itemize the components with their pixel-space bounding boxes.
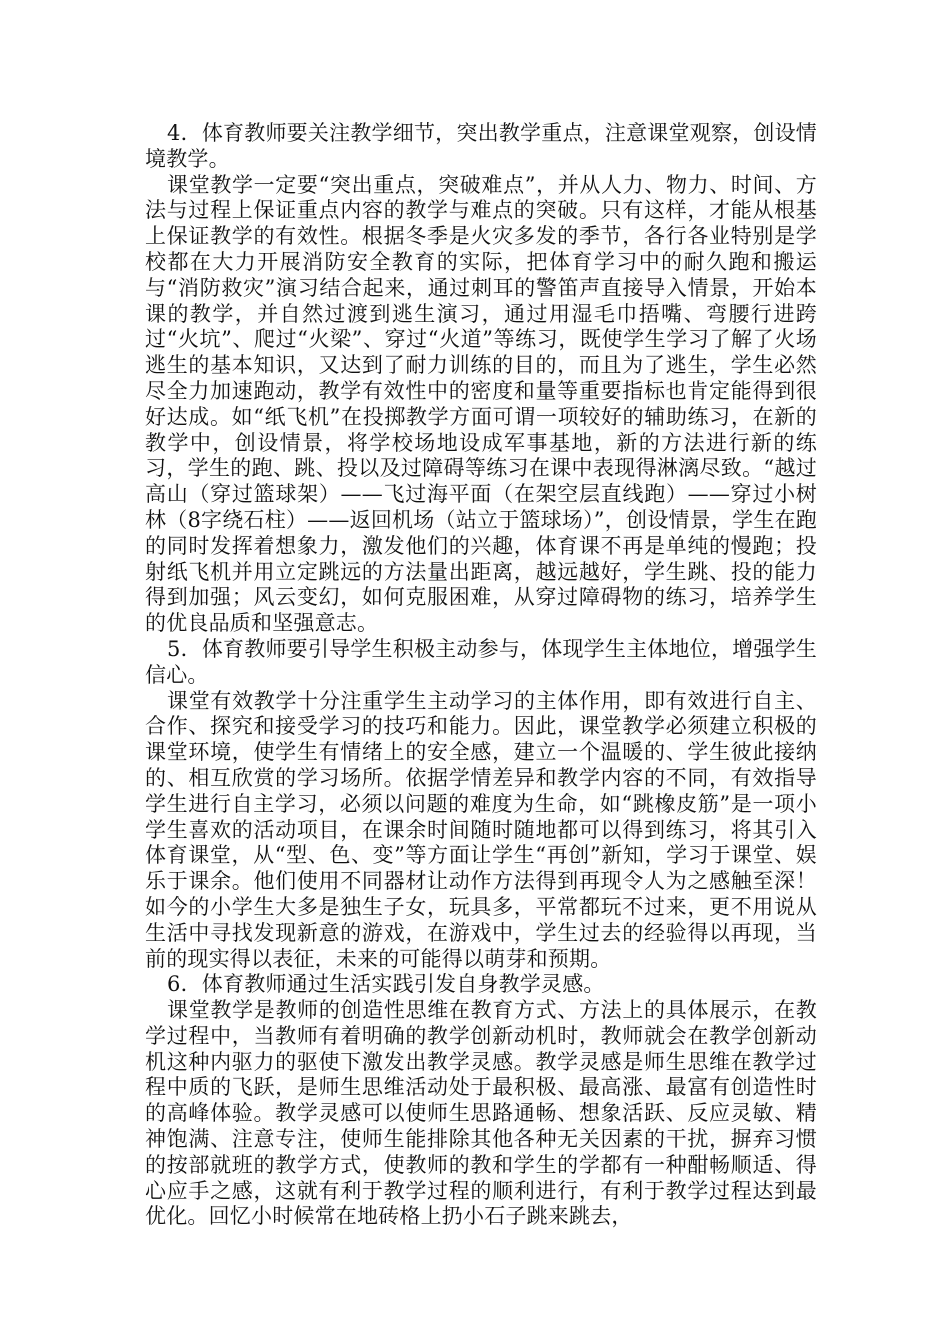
body-paragraph: 课堂教学是教师的创造性思维在教育方式、方法上的具体展示，在教学过程中，当教师有着明确的教学创新动机时，教师就会在教学创新动机这种内驱力的驱使下激发出教学灵感。教学灵感是师生思维在教学过程中质的飞跃，是师生思维活动处于最积极、最高涨、最富有创造性时的高峰体验。教学灵感可以使师生思路通畅、想象活跃、反应灵敏、精神饱满、注意专注，使师生能排除其他各种无关因素的干扰，摒弃习惯的按部就班的教学方式，使教师的教和学生的学都有一种酣畅顺适、得心应手之感，这就有利于教学过程的顺利进行，有利于教学过程达到最优化。回忆小时候常在地砖格上扔小石子跳来跳去， xyxy=(145,998,817,1229)
section-heading-6: 6．体育教师通过生活实践引发自身教学灵感。 xyxy=(167,972,605,997)
section-heading-5: 5．体育教师要引导学生积极主动参与，体现学生主体地位，增强学生信心。 xyxy=(145,636,817,687)
body-paragraph: 课堂有效教学十分注重学生主动学习的主体作用，即有效进行自主、合作、探究和接受学习的技巧和能力。因此，课堂教学必须建立积极的课堂环境，使学生有情绪上的安全感，建立一个温暖的、学生彼此接纳的、相互欣赏的学习场所。依据学情差异和教学内容的不同，有效指导学生进行自主学习，必须以问题的难度为生命，如“跳橡皮筋”是一项小学生喜欢的活动项目，在课余时间随时随地都可以得到练习，将其引入体育课堂，从“型、色、变”等方面让学生“再创”新知，学习于课堂、娱乐于课余。他们使用不同器材让动作方法得到再现令人为之感触至深！如今的小学生大多是独生子女，玩具多，平常都玩不过来，更不用说从生活中寻找发现新意的游戏，在游戏中，学生过去的经验得以再现，当前的现实得以表征，未来的可能得以萌芽和预期。 xyxy=(145,688,817,971)
document-body xyxy=(145,121,817,1230)
body-paragraph: 课堂教学一定要“突出重点，突破难点”，并从人力、物力、时间、方法与过程上保证重点内容的教学与难点的突破。只有这样，才能从根基上保证教学的有效性。根据冬季是火灾多发的季节，各行各业特别是学校都在大力开展消防安全教育的实际，把体育学习中的耐久跑和搬运与“消防救灾”演习结合起来，通过刺耳的警笛声直接导入情景，开始本课的教学，并自然过渡到逃生演习，通过用湿毛巾捂嘴、弯腰行进跨过“火坑”、爬过“火梁”、穿过“火道”等练习，既使学生学习了解了火场逃生的基本知识，又达到了耐力训练的目的，而且为了逃生，学生必然尽全力加速跑动，教学有效性中的密度和量等重要指标也肯定能得到很好达成。如“纸飞机”在投掷教学方面可谓一项较好的辅助练习，在新的教学中，创设情景，将学校场地设成军事基地，新的方法进行新的练习，学生的跑、跳、投以及过障碍等练习在课中表现得淋漓尽致。“越过高山（穿过篮球架）——飞过海平面（在架空层直线跑）——穿过小树林（8字绕石柱）——返回机场（站立于篮球场）”，创设情景，学生在跑的同时发挥着想象力，激发他们的兴趣，体育课不再是单纯的慢跑；投射纸飞机并用立定跳远的方法量出距离，越远越好，学生跳、投的能力得到加强；风云变幻，如何克服困难，从穿过障碍物的练习，培养学生的优良品质和坚强意志。 xyxy=(145,172,817,636)
section-heading-4: 4．体育教师要关注教学细节，突出教学重点，注意课堂观察，创设情境教学。 xyxy=(145,121,817,171)
